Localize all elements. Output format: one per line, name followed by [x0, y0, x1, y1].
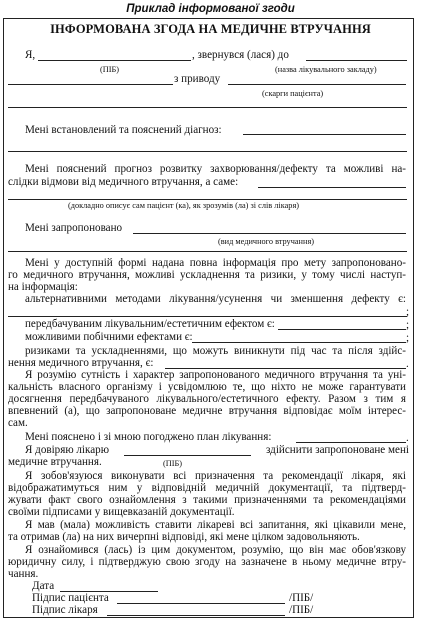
commit-line-1: Я зобов'язуюся виконувати всі призначення та рекомендації лікаря, які: [25, 470, 406, 482]
pib-hint: (ПІБ): [100, 65, 120, 74]
plan-label: Мені пояснено і зі мною погоджено план лікування:: [25, 431, 272, 443]
offered-hint: (вид медичного втручання): [218, 237, 315, 246]
form-title: ІНФОРМОВАНА ЗГОДА НА МЕДИЧНЕ ВТРУЧАННЯ: [50, 22, 371, 36]
intro-applied-label: , звернувся (лася) до: [192, 49, 289, 61]
period: .: [406, 432, 409, 444]
patient-signature-field[interactable]: [117, 603, 285, 604]
doctor-signature-label: Підпис лікаря: [32, 604, 98, 616]
patient-name-field[interactable]: [38, 60, 191, 61]
plan-field[interactable]: [296, 442, 406, 443]
alt-methods-field[interactable]: [8, 316, 407, 317]
info-side-label: можливими побічними ефектами є:: [25, 331, 193, 343]
complaints-hint: (скарги пацієнта): [262, 89, 324, 98]
intro-i-label: Я,: [25, 49, 36, 61]
prognosis-field-1[interactable]: [258, 187, 406, 188]
offered-label: Мені запропоновано: [25, 222, 123, 234]
diagnosis-field-2[interactable]: [8, 151, 407, 152]
info-line-3: на інформація:: [8, 281, 78, 293]
reason-field-left[interactable]: [8, 84, 173, 85]
document-caption: Приклад інформованої згоди: [126, 3, 295, 15]
commit-line-2: відображатимуться ним у відповідній медичній документації, та підтверд-: [8, 482, 406, 494]
semicolon: ;: [406, 332, 410, 344]
offered-field[interactable]: [133, 233, 406, 234]
reason-field-right[interactable]: [228, 84, 406, 85]
info-line-1: Мені у доступній формі надана повна інформація про мету запропоновано-: [25, 257, 406, 269]
understand-line-3: досягнення передбачуваного лікувального/естетичного ефекту. Разом з тим я: [8, 393, 406, 405]
doctor-pib-hint: (ПІБ): [163, 459, 183, 468]
info-expected-label: передбачуваним лікувальним/естетичним ефектом є:: [25, 318, 275, 330]
patient-signature-label: Підпис пацієнта: [32, 592, 109, 604]
prognosis-hint: (докладно описує сам пацієнт (ка), як зрозумів (ла) зі слів лікаря): [68, 201, 300, 210]
side-effects-field[interactable]: [192, 342, 406, 343]
trust-label-b: здійснити запропоноване мені: [266, 444, 409, 456]
understand-line-1: Я розумію сутність і характер запропонованого медичного втручання та уні-: [25, 369, 406, 381]
expected-effect-field[interactable]: [278, 329, 406, 330]
diagnosis-label: Мені встановлений та пояснений діагноз:: [25, 124, 222, 136]
doctor-signature-field[interactable]: [107, 615, 285, 616]
trust-label-a: Я довіряю лікарю: [25, 444, 109, 456]
offered-field-2[interactable]: [8, 251, 407, 252]
doctor-pib-label: /ПІБ/: [289, 604, 314, 616]
acquainted-line-2: юридичну силу, і підтверджую свою згоду на зазначене в ньому медичне втру-: [8, 556, 406, 568]
reason-label: з приводу: [174, 73, 221, 85]
trust-label-c: медичне втручання.: [8, 456, 102, 468]
info-line-2: го медичного втручання, можливі ускладнення та ризики, у тому числі наступ-: [8, 269, 406, 281]
complaints-field[interactable]: [8, 107, 407, 108]
semicolon: ;: [406, 319, 410, 331]
prognosis-line-2: слідки відмови від медичного втручання, а саме:: [8, 176, 239, 188]
date-label: Дата: [32, 580, 55, 592]
patient-pib-label: /ПІБ/: [289, 592, 314, 604]
info-alt-label: альтернативними методами лікування/усунення чи зменшення дефекту є:: [25, 293, 406, 305]
info-risks-line-2: нення медичного втручання, є:: [8, 357, 154, 369]
understand-line-2: кальність власного організму і усвідомлюю те, що ніхто не може гарантувати: [8, 381, 406, 393]
understand-line-4: впевнений (а), що запропоноване медичне втручання відповідає моїм інтерес-: [8, 405, 406, 417]
period: .: [406, 358, 409, 370]
commit-line-3: жувати факт свого ознайомлення з такими призначеннями та рекомендаціями: [8, 494, 406, 506]
facility-hint: (назва лікувального закладу): [275, 65, 377, 74]
doctor-name-field[interactable]: [124, 455, 251, 456]
semicolon: ;: [406, 306, 410, 318]
questions-line-1: Я мав (мала) можливість ставити лікареві всі запитання, які цікавили мене,: [25, 519, 406, 531]
understand-line-5: сам.: [8, 417, 28, 429]
prognosis-line-1: Мені пояснений прогноз розвитку захворювання/дефекту та можливі на-: [25, 163, 406, 175]
prognosis-field-2[interactable]: [8, 199, 407, 200]
facility-field[interactable]: [306, 60, 407, 61]
acquainted-line-1: Я ознайомився (лась) із цим документом, розумію, що він має обов'язкову: [25, 544, 406, 556]
info-risks-line-1: ризиками та ускладненнями, що можуть виникнути під час та після здійс-: [25, 345, 406, 357]
acquainted-line-3: чання.: [8, 568, 39, 580]
questions-line-2: та отримав (ла) на них вичерпні відповіді, які мене цілком задовольняють.: [8, 531, 360, 543]
diagnosis-field-1[interactable]: [243, 134, 406, 135]
commit-line-4: своїми підписами у вищевказаній документації.: [8, 506, 235, 518]
